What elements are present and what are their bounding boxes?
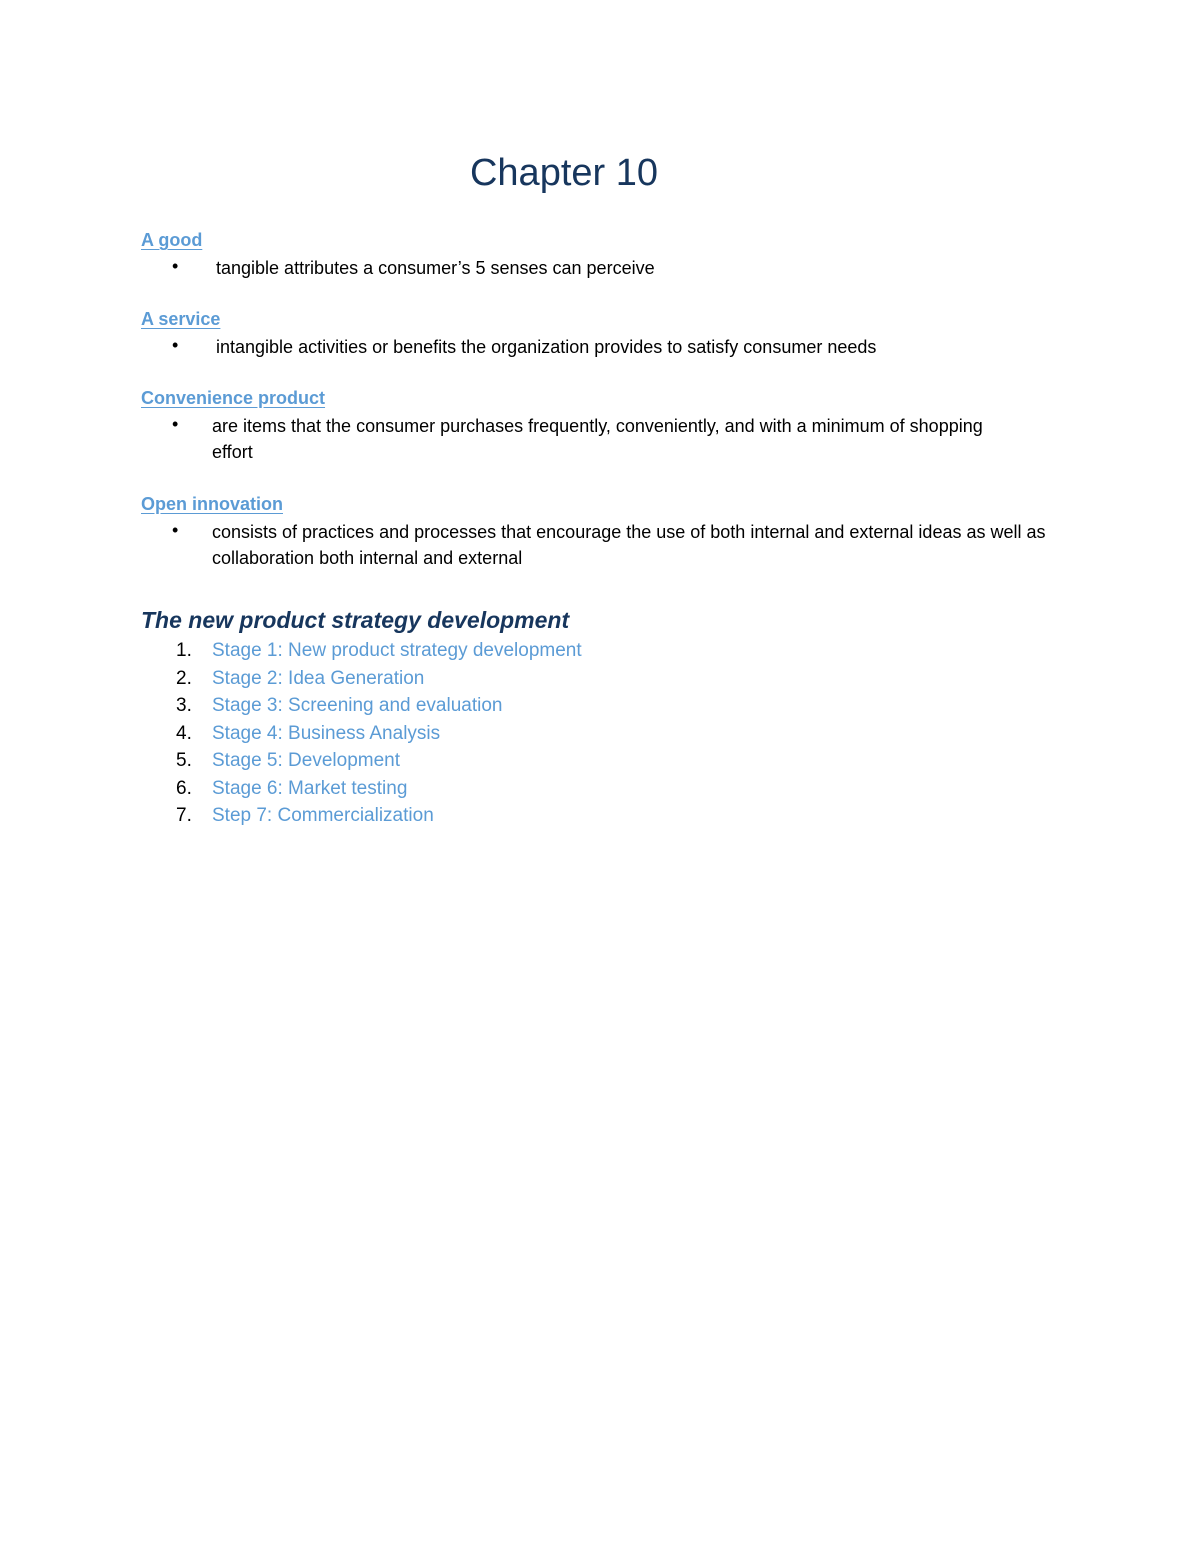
bullet-icon: •: [172, 256, 179, 276]
stage-label: Stage 2: Idea Generation: [212, 667, 425, 689]
list-number: 1.: [176, 640, 192, 661]
list-number: 3.: [176, 695, 192, 716]
stage-label: Stage 4: Business Analysis: [212, 722, 441, 744]
list-number: 6.: [176, 777, 192, 799]
definition-a-good: [172, 255, 1072, 281]
definition-text: intangible activities or benefits the organization provides to satisfy consumer needs: [216, 337, 877, 357]
stage-label: Stage 1: New product strategy development: [212, 640, 582, 661]
term-a-good: A good: [141, 230, 203, 250]
term-open-innovation: Open innovation: [141, 494, 283, 514]
list-number: 4.: [176, 722, 192, 744]
definition-text: are items that the consumer purchases frequently, conveniently, and with a minimum of shopping effort: [212, 416, 983, 462]
stage-label: Stage 6: Market testing: [212, 777, 408, 799]
bullet-icon: •: [172, 414, 179, 434]
definition-text: tangible attributes a consumer’s 5 senses can perceive: [216, 258, 655, 278]
bullet-icon: •: [172, 520, 179, 540]
list-number: 5.: [176, 750, 192, 771]
definition-a-service: [172, 334, 1072, 360]
stage-label: Step 7: Commercialization: [212, 805, 434, 826]
stage-label: Stage 3: Screening and evaluation: [212, 695, 503, 716]
page-title: Chapter 10: [469, 152, 658, 194]
definition-convenience-product: [172, 413, 1002, 465]
list-number: 7.: [176, 805, 192, 826]
list-number: 2.: [176, 667, 192, 689]
bullet-icon: •: [172, 335, 179, 355]
definition-open-innovation: [172, 519, 1072, 571]
term-convenience-product: Convenience product: [141, 388, 326, 408]
section-heading: The new product strategy development: [141, 607, 570, 633]
term-a-service: A service: [141, 309, 221, 329]
stage-label: Stage 5: Development: [212, 750, 401, 771]
definition-text: consists of practices and processes that encourage the use of both internal and external ideas as well as collaboration both internal and external: [212, 522, 1046, 568]
